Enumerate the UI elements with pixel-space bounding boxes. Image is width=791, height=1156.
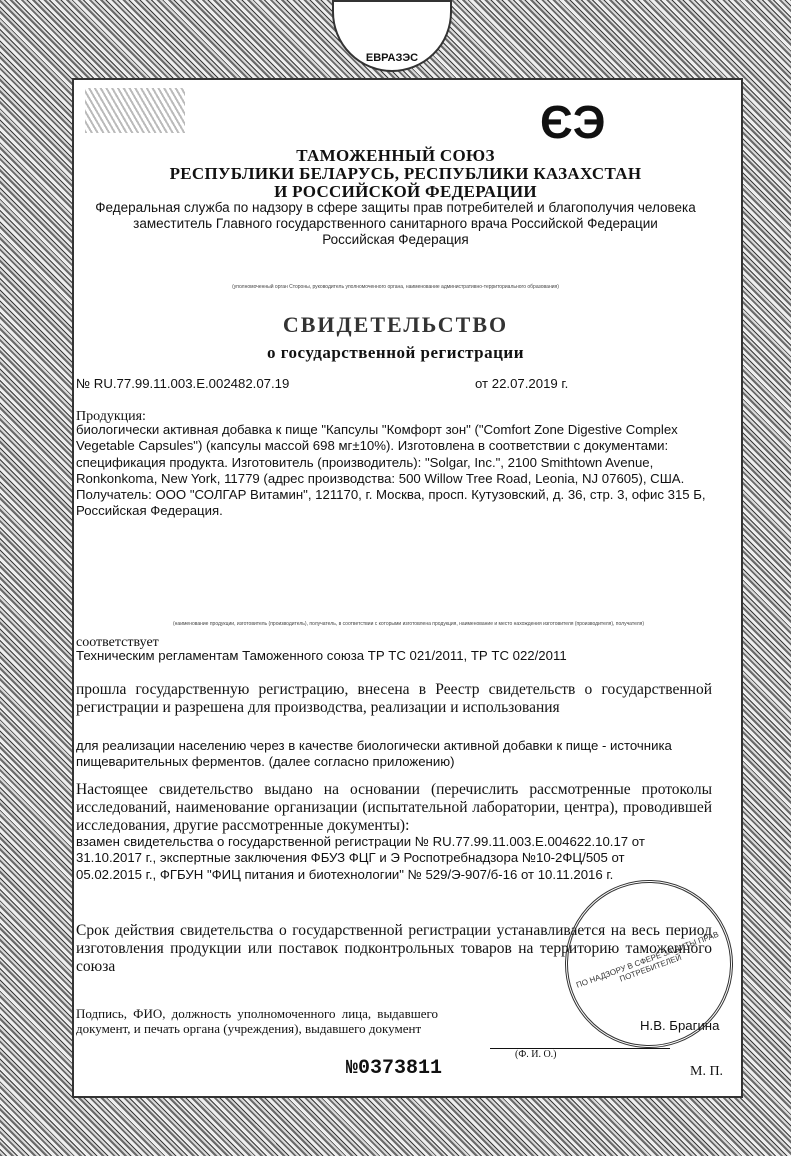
basis-label: Настоящее свидетельство выдано на основании (перечислить рассмотренные протоколы исследований, наименование организации (испытательной лаборатории, центра), проводившей исследования, другие рассмотренные документы):	[76, 781, 712, 834]
logo-text: ЕВРАЗЭС	[365, 52, 419, 64]
signer-name: Н.В. Брагина	[640, 1018, 720, 1033]
conforms-text: Техническим регламентам Таможенного союза ТР ТС 021/2011, ТР ТС 022/2011	[76, 648, 567, 663]
validity-text: Срок действия свидетельства о государственной регистрации устанавливается на весь период изготовления продукции или поставок подконтрольных товаров на территорию таможенного союза	[76, 922, 712, 975]
basis-text: взамен свидетельства о государственной регистрации № RU.77.99.11.003.E.004622.10.17 от 31.10.2017 г., экспертные заключения ФБУЗ ФЦГ и Э Роспотребнадзора №10-2ФЦ/505 от 05.02.2015 г., ФГБУН "ФИЦ питания и биотехнологии" № 529/Э-907/б-16 от 10.11.2016 г.	[76, 834, 645, 882]
registration-date: от 22.07.2019 г.	[475, 376, 569, 391]
registration-number: № RU.77.99.11.003.E.002482.07.19	[76, 376, 290, 391]
header-line3: И РОССИЙСКОЙ ФЕДЕРАЦИИ	[274, 182, 537, 201]
header-line2: РЕСПУБЛИКИ БЕЛАРУСЬ, РЕСПУБЛИКИ КАЗАХСТАН	[169, 164, 642, 183]
security-pattern	[85, 88, 185, 133]
document-title: СВИДЕТЕЛЬСТВО	[282, 312, 509, 337]
fineprint-product: (наименование продукции, изготовитель (производитель), получатель, в соответствии с которыми изготовлена продукция, наименование и место нахождения изготовителя (производителя), получателя)	[172, 621, 644, 627]
stamp-text: ПО НАДЗОРУ В СФЕРЕ ЗАЩИТЫ ПРАВ ПОТРЕБИТЕЛЕЙ	[575, 929, 720, 990]
usage-text: для реализации населению через в качестве биологически активной добавки к пище - источника пищеварительных ферментов. (далее согласно приложению)	[76, 738, 672, 770]
mp-label: М. П.	[690, 1064, 724, 1079]
agency-country: Российская Федерация	[322, 232, 469, 247]
header-line1: ТАМОЖЕННЫЙ СОЮЗ	[296, 146, 495, 165]
document-subtitle: о государственной регистрации	[266, 343, 525, 362]
signer-caption: (Ф. И. О.)	[515, 1049, 557, 1060]
product-label: Продукция:	[76, 409, 146, 424]
eac-mark-icon: ЄЭ	[540, 96, 606, 148]
registered-text: прошла государственную регистрацию, внесена в Реестр свидетельств о государственной регистрации и разрешена для производства, реализации и использования	[76, 681, 712, 716]
form-number: №0373811	[346, 1057, 443, 1080]
product-description: биологически активная добавка к пище "Капсулы "Комфорт зон" ("Comfort Zone Digestive Complex Vegetable Capsules") (капсулы массой 698 мг±10%). Изготовлена в соответствии с документами: спецификация продукта. Изготовитель (производитель): "Solgar, Inc.", 2100 Smithtown Avenue, Ronkonkoma, New York, 11779 (адрес производства: 500 Willow Tree Road, Leonia, NJ 07605), США. Получатель: ООО "СОЛГАР Витамин", 121170, г. Москва, просп. Кутузовский, д. 36, стр. 3, офис 315 Б, Российская Федерация.	[76, 422, 706, 519]
signature-label: Подпись, ФИО, должность уполномоченного лица, выдавшего документ, и печать органа (учреждения), выдавшего документ	[76, 1006, 438, 1036]
conforms-label: соответствует	[76, 635, 159, 650]
agency-name: Федеральная служба по надзору в сфере защиты прав потребителей и благополучия человека	[95, 200, 696, 215]
fineprint-authority: (уполномоченный орган Стороны, руководитель уполномоченного органа, наименование административно-территориального образования)	[232, 284, 559, 290]
agency-role: заместитель Главного государственного санитарного врача Российской Федерации	[133, 216, 658, 231]
